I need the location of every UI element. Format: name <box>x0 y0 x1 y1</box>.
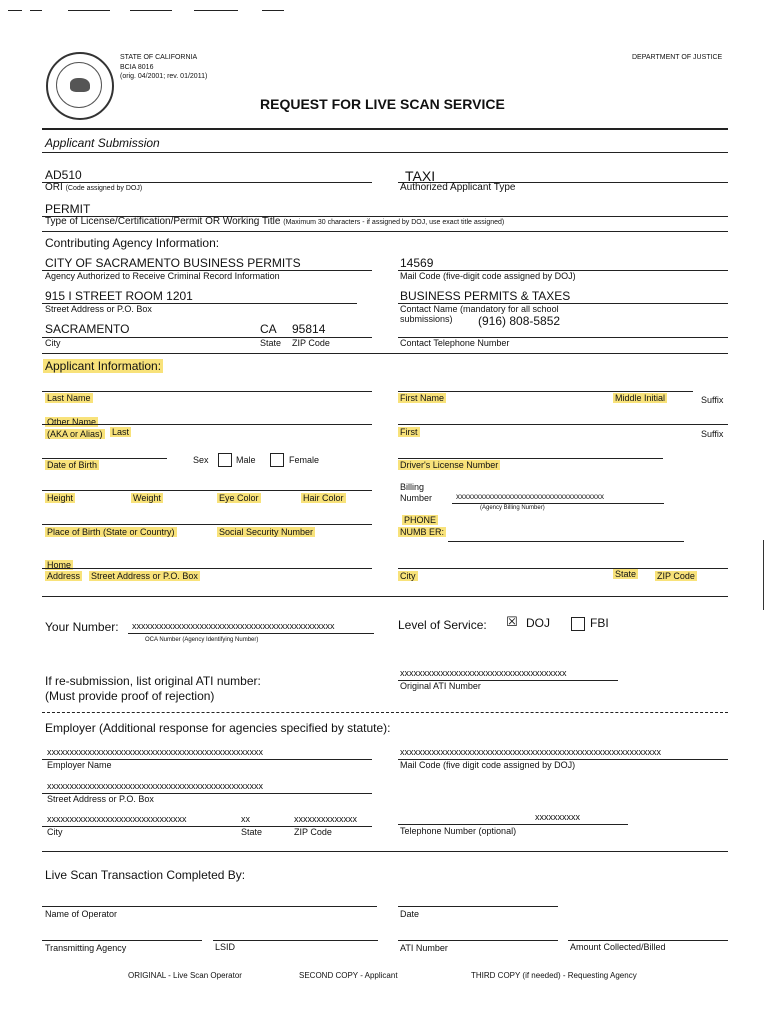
form-title: REQUEST FOR LIVE SCAN SERVICE <box>260 96 505 112</box>
amount-field[interactable]: Amount Collected/Billed <box>570 942 666 952</box>
male-label: Male <box>236 455 256 465</box>
home-line <box>42 568 372 569</box>
female-label: Female <box>289 455 320 465</box>
billing-note: (Agency Billing Number) <box>480 505 545 511</box>
pob-line <box>42 524 372 525</box>
original-ati-value[interactable]: xxxxxxxxxxxxxxxxxxxxxxxxxxxxxxxxxxxxx <box>400 668 567 678</box>
billing-label: Billing <box>400 482 425 492</box>
footer-third: THIRD COPY (if needed) - Requesting Agency <box>471 971 637 980</box>
phone-number-label: NUMB ER: <box>400 527 445 537</box>
first-name-field[interactable]: First Name <box>400 393 445 403</box>
doj-checkbox[interactable]: ☒ <box>506 614 518 629</box>
sex-label: Sex <box>193 455 209 465</box>
home-state-field[interactable]: State <box>615 569 637 579</box>
employer-zip-label: ZIP Code <box>294 827 332 837</box>
employer-heading: Employer (Additional response for agencies specified by statute): <box>45 721 391 735</box>
oca-note: OCA Number (Agency Identifying Number) <box>145 637 259 643</box>
home-label: Home <box>47 560 72 570</box>
your-number-label: Your Number: <box>45 620 119 634</box>
height-field[interactable]: Height <box>47 493 74 503</box>
male-checkbox[interactable] <box>218 453 232 467</box>
middle-initial-field[interactable]: Middle Initial <box>615 393 666 403</box>
top-dash <box>68 10 110 11</box>
divider <box>42 353 728 354</box>
last-name-line <box>42 391 372 392</box>
divider <box>42 152 728 153</box>
other-last-field[interactable]: Last <box>112 427 130 437</box>
top-dash <box>8 10 22 11</box>
agency-value[interactable]: CITY OF SACRAMENTO BUSINESS PERMITS <box>45 256 301 270</box>
weight-field[interactable]: Weight <box>133 493 161 503</box>
drivers-license-field[interactable]: Driver's License Number <box>400 460 499 470</box>
applicant-info-heading: Applicant Information: <box>45 359 162 373</box>
level-of-service-label: Level of Service: <box>398 618 487 632</box>
date-line <box>398 906 558 907</box>
eye-color-field[interactable]: Eye Color <box>219 493 259 503</box>
amount-line <box>568 940 728 941</box>
completed-heading: Live Scan Transaction Completed By: <box>45 868 246 882</box>
contact-name-label: Contact Name (mandatory for all school submissions) <box>400 304 559 324</box>
applicant-type-value[interactable]: TAXI <box>405 168 436 184</box>
number-label: Number <box>400 493 433 503</box>
lsid-field[interactable]: LSID <box>215 942 236 952</box>
other-suffix-field[interactable]: Suffix <box>701 429 724 439</box>
aka-label: (AKA or Alias) <box>47 429 103 439</box>
employer-phone-line <box>398 824 628 825</box>
top-dash <box>30 10 42 11</box>
employer-zip-value[interactable]: xxxxxxxxxxxxxx <box>294 814 357 824</box>
city-label: City <box>45 338 61 348</box>
divider <box>42 231 728 232</box>
original-ati-label: Original ATI Number <box>400 681 481 691</box>
ori-label: ORI (Code assigned by DOJ) <box>45 182 143 193</box>
home-zip-field[interactable]: ZIP Code <box>657 571 695 581</box>
footer-second: SECOND COPY - Applicant <box>299 971 398 980</box>
mail-code-value[interactable]: 14569 <box>400 256 434 270</box>
phone-line <box>448 541 684 542</box>
form-id: BCIA 8016 <box>120 64 154 71</box>
ori-value[interactable]: AD510 <box>45 168 82 182</box>
other-name-label: Other Name <box>47 417 97 427</box>
place-of-birth-field[interactable]: Place of Birth (State or Country) <box>47 527 175 537</box>
home-city-line <box>398 568 728 569</box>
header-divider <box>42 128 728 130</box>
divider <box>42 851 728 852</box>
female-checkbox[interactable] <box>270 453 284 467</box>
operator-field[interactable]: Name of Operator <box>45 909 118 919</box>
resubmission-label: If re-submission, list original ATI number: <box>45 674 261 688</box>
divider <box>42 712 728 713</box>
employer-name-label: Employer Name <box>47 760 112 770</box>
agency-label: Agency Authorized to Receive Criminal Record Information <box>45 271 280 281</box>
top-dash <box>194 10 238 11</box>
contact-phone-value[interactable]: (916) 808-5852 <box>478 314 561 328</box>
edge-mark <box>763 540 764 610</box>
employer-phone-label: Telephone Number (optional) <box>400 826 517 836</box>
dob-field[interactable]: Date of Birth <box>47 460 98 470</box>
employer-phone-value[interactable]: xxxxxxxxxx <box>535 812 580 822</box>
ati-number-line <box>398 940 558 941</box>
address-label: Address <box>47 571 81 581</box>
suffix-field[interactable]: Suffix <box>701 395 724 405</box>
resubmission-note: (Must provide proof of rejection) <box>45 689 215 703</box>
fbi-label: FBI <box>590 616 609 630</box>
other-first-line <box>398 424 728 425</box>
date-field[interactable]: Date <box>400 909 420 919</box>
section-applicant-submission: Applicant Submission <box>45 136 160 150</box>
employer-street-value[interactable]: xxxxxxxxxxxxxxxxxxxxxxxxxxxxxxxxxxxxxxxxxxxxxxxx <box>47 781 263 791</box>
employer-state-value[interactable]: xx <box>241 814 250 824</box>
license-label: Type of License/Certification/Permit OR Working Title (Maximum 30 characters - if assigned by DOJ, use exact title assigned) <box>45 216 505 227</box>
lsid-line <box>213 940 378 941</box>
other-first-field[interactable]: First <box>400 427 418 437</box>
employer-name-value[interactable]: xxxxxxxxxxxxxxxxxxxxxxxxxxxxxxxxxxxxxxxxxxxxxxxx <box>47 747 263 757</box>
agency-state-value[interactable]: CA <box>260 322 277 336</box>
contributing-agency-heading: Contributing Agency Information: <box>45 236 220 250</box>
form-revision: (orig. 04/2001; rev. 01/2011) <box>120 73 208 80</box>
dob-line <box>42 458 167 459</box>
top-dash <box>262 10 284 11</box>
fbi-checkbox[interactable] <box>571 617 585 631</box>
state-label: State <box>260 338 282 348</box>
first-name-line <box>398 391 693 392</box>
billing-number-value[interactable]: xxxxxxxxxxxxxxxxxxxxxxxxxxxxxxxxxxxxx <box>456 492 604 501</box>
footer-original: ORIGINAL - Live Scan Operator <box>128 971 242 980</box>
transmitting-agency-field[interactable]: Transmitting Agency <box>45 943 127 953</box>
state-name: STATE OF CALIFORNIA <box>120 54 198 61</box>
contact-phone-label: Contact Telephone Number <box>400 338 510 348</box>
agency-line <box>42 940 202 941</box>
employer-city-label: City <box>47 827 63 837</box>
top-dash <box>130 10 172 11</box>
applicant-type-label: Authorized Applicant Type <box>400 182 516 193</box>
employer-city-value[interactable]: xxxxxxxxxxxxxxxxxxxxxxxxxxxxxxx <box>47 814 187 824</box>
doj-label: DOJ <box>526 616 550 630</box>
contact-name-value[interactable]: BUSINESS PERMITS & TAXES <box>400 289 571 303</box>
last-name-field[interactable]: Last Name <box>47 393 91 403</box>
department: DEPARTMENT OF JUSTICE <box>632 54 723 61</box>
agency-street-label: Street Address or P.O. Box <box>45 304 152 314</box>
employer-mail-code-value[interactable]: xxxxxxxxxxxxxxxxxxxxxxxxxxxxxxxxxxxxxxxxxxxxxxxxxxxxxxxxxx <box>400 747 661 757</box>
state-seal-icon <box>46 52 114 120</box>
employer-state-label: State <box>241 827 263 837</box>
mail-code-label: Mail Code (five-digit code assigned by DOJ) <box>400 271 576 281</box>
hair-color-field[interactable]: Hair Color <box>303 493 344 503</box>
employer-mail-code-label: Mail Code (five digit code assigned by DOJ) <box>400 760 576 770</box>
home-street-field[interactable]: Street Address or P.O. Box <box>91 571 198 581</box>
divider <box>42 596 728 597</box>
phone-label: PHONE <box>404 515 437 525</box>
dl-line <box>398 458 663 459</box>
billing-line <box>452 503 664 504</box>
zip-label: ZIP Code <box>292 338 330 348</box>
ati-number-field[interactable]: ATI Number <box>400 943 448 953</box>
employer-street-label: Street Address or P.O. Box <box>47 794 154 804</box>
home-city-field[interactable]: City <box>400 571 416 581</box>
agency-zip-value[interactable]: 95814 <box>292 322 326 336</box>
physical-line <box>42 490 372 491</box>
your-number-value[interactable]: xxxxxxxxxxxxxxxxxxxxxxxxxxxxxxxxxxxxxxxxxxxxx <box>132 621 335 631</box>
other-name-line <box>42 424 372 425</box>
agency-street-value[interactable]: 915 I STREET ROOM 1201 <box>45 289 193 303</box>
license-value[interactable]: PERMIT <box>45 202 91 216</box>
ssn-field[interactable]: Social Security Number <box>219 527 314 537</box>
agency-city-value[interactable]: SACRAMENTO <box>45 322 130 336</box>
your-number-line <box>128 633 374 634</box>
operator-line <box>42 906 377 907</box>
